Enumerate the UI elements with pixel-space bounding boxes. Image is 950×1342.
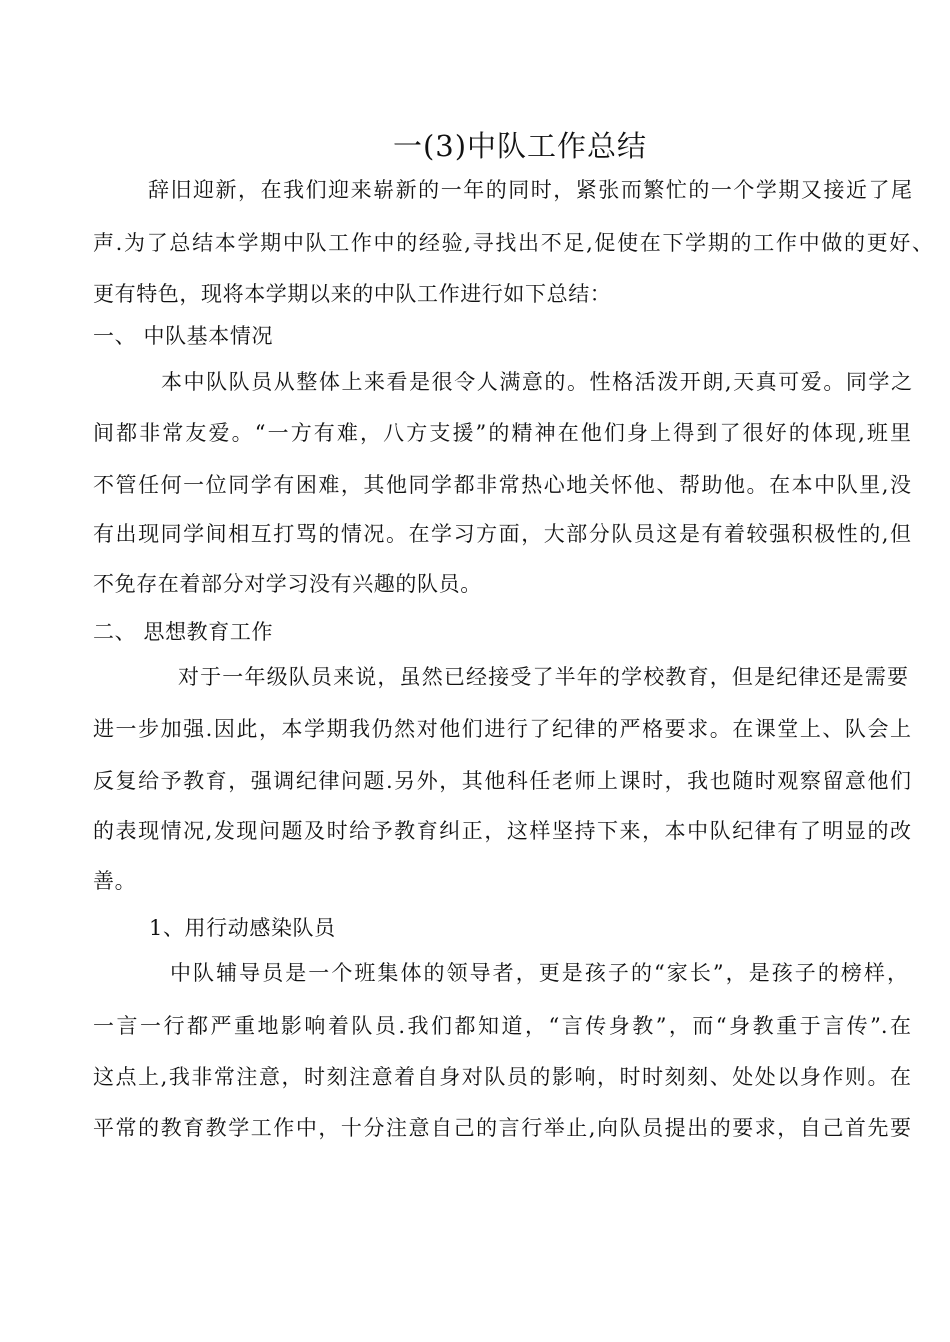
paragraph-line: 本中队队员从整体上来看是很令人满意的。性格活泼开朗,天真可爱。同学之	[161, 370, 912, 394]
paragraph-line: 间都非常友爱。“一方有难，八方支援”的精神在他们身上得到了很好的体现,班里	[93, 421, 911, 445]
paragraph-line: 善。	[93, 869, 137, 893]
paragraph-line: 对于一年级队员来说，虽然已经接受了半年的学校教育，但是纪律还是需要	[178, 665, 908, 689]
paragraph-line: 进一步加强.因此，本学期我仍然对他们进行了纪律的严格要求。在课堂上、队会上	[93, 717, 911, 741]
paragraph-line: 反复给予教育，强调纪律问题.另外，其他科任老师上课时，我也随时观察留意他们	[93, 769, 911, 793]
paragraph-line: 辞旧迎新，在我们迎来崭新的一年的同时，紧张而繁忙的一个学期又接近了尾	[148, 178, 912, 202]
section-heading: 二、 思想教育工作	[93, 620, 274, 644]
paragraph-line: 更有特色，现将本学期以来的中队工作进行如下总结：	[93, 282, 612, 306]
paragraph-line: 不管任何一位同学有困难，其他同学都非常热心地关怀他、帮助他。在本中队里,没	[93, 473, 911, 497]
paragraph-line: 的表现情况,发现问题及时给予教育纠正，这样坚持下来，本中队纪律有了明显的改	[93, 819, 911, 843]
paragraph-line: 这点上,我非常注意，时刻注意着自身对队员的影响，时时刻刻、处处以身作则。在	[93, 1065, 911, 1089]
paragraph-line: 中队辅导员是一个班集体的领导者，更是孩子的“家长”，是孩子的榜样，	[170, 961, 908, 985]
document-title: 一(3)中队工作总结	[392, 129, 648, 163]
paragraph-line: 有出现同学间相互打骂的情况。在学习方面，大部分队员这是有着较强积极性的,但	[93, 522, 911, 546]
paragraph-line: 声.为了总结本学期中队工作中的经验,寻找出不足,促使在下学期的工作中做的更好、	[93, 231, 933, 255]
subsection-heading: 1、用行动感染队员	[149, 916, 336, 940]
paragraph-line: 不免存在着部分对学习没有兴趣的队员。	[93, 572, 482, 596]
paragraph-line: 平常的教育教学工作中，十分注意自己的言行举止,向队员提出的要求，自己首先要	[93, 1116, 911, 1140]
section-heading: 一、 中队基本情况	[93, 324, 274, 348]
paragraph-line: 一言一行都严重地影响着队员.我们都知道，“言传身教”，而“身教重于言传”.在	[93, 1014, 911, 1038]
